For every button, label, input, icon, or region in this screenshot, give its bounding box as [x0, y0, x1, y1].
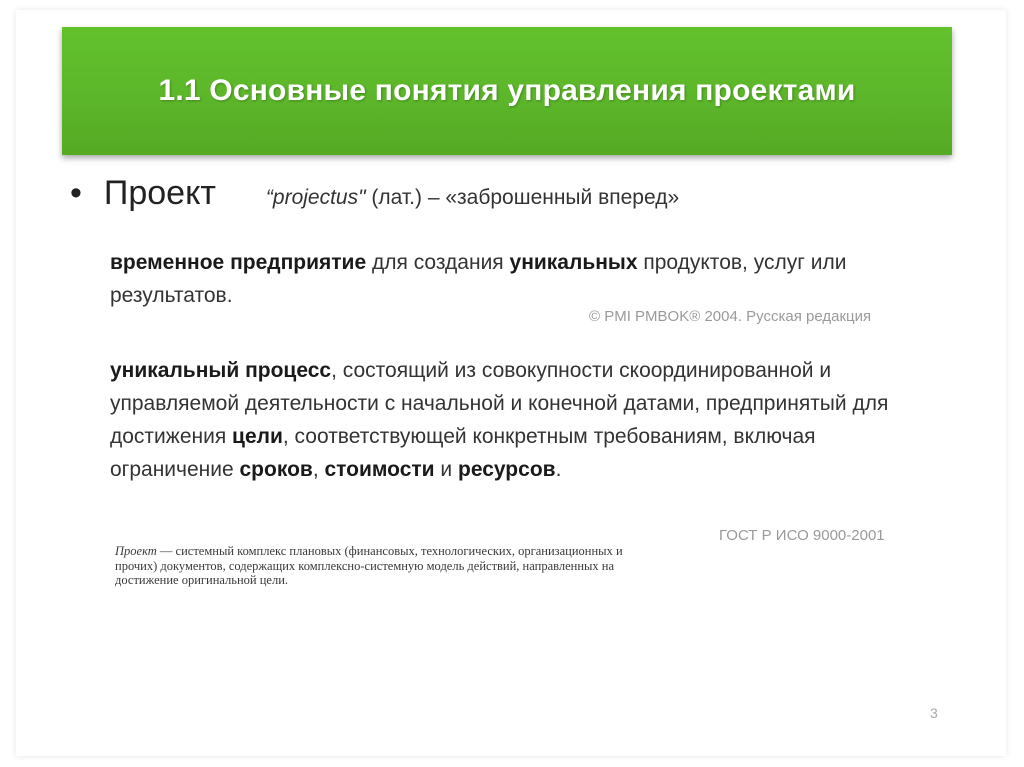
definition-pmbok [110, 246, 930, 312]
etymology-rest: (лат.) – «заброшенный вперед» [365, 186, 680, 209]
source-gost: ГОСТ Р ИСО 9000-2001 [719, 527, 885, 544]
title-bar [62, 27, 952, 155]
definition-gost-text-2: , соответствующей конкретным требованиям, включая ограничение [110, 425, 816, 481]
source-pmbok: © PMI PMBOK® 2004. Русская редакция [589, 308, 872, 325]
etymology [266, 186, 679, 210]
definition-gost [110, 354, 910, 486]
bullet-project [70, 174, 679, 224]
etymology-latin: “projectus" [265, 186, 366, 209]
definition-gost-bold-2: цели [232, 425, 283, 448]
definition-gost-bold-4: стоимости [324, 458, 435, 481]
definition-pmbok-bold-1: временное предприятие [110, 251, 367, 274]
scanned-quote [115, 544, 630, 588]
definition-gost-text-1: , состоящий из совокупности скоординированной и управляемой деятельности с начальной и конечной датами, предпринятый для достижения [110, 359, 889, 448]
definition-gost-text-5: . [555, 458, 562, 481]
definition-gost-bold-1: уникальный процесс [110, 359, 332, 382]
definition-pmbok-text-2: продуктов, услуг или результатов. [110, 251, 847, 307]
slide-title: 1.1 Основные понятия управления проектами [158, 74, 856, 107]
definition-gost-text-4: и [434, 458, 458, 481]
definition-gost-bold-5: ресурсов [458, 458, 556, 481]
page-number: 3 [930, 705, 938, 721]
definition-pmbok-bold-2: уникальных [509, 251, 638, 274]
definition-gost-text-3: , [312, 458, 325, 481]
definition-pmbok-text-1: для создания [366, 251, 510, 274]
bullet-term: Проект [103, 174, 216, 212]
scanned-quote-lead: Проект [115, 544, 157, 558]
bullet-dot-icon: • [70, 174, 82, 212]
definition-gost-bold-3: сроков [239, 458, 313, 481]
scanned-quote-text: — системный комплекс плановых (финансовых, технологических, организационных и прочих) документов, содержащих комплексно-системную модель действий, направленных на достижение оригинальной цели. [115, 544, 623, 587]
